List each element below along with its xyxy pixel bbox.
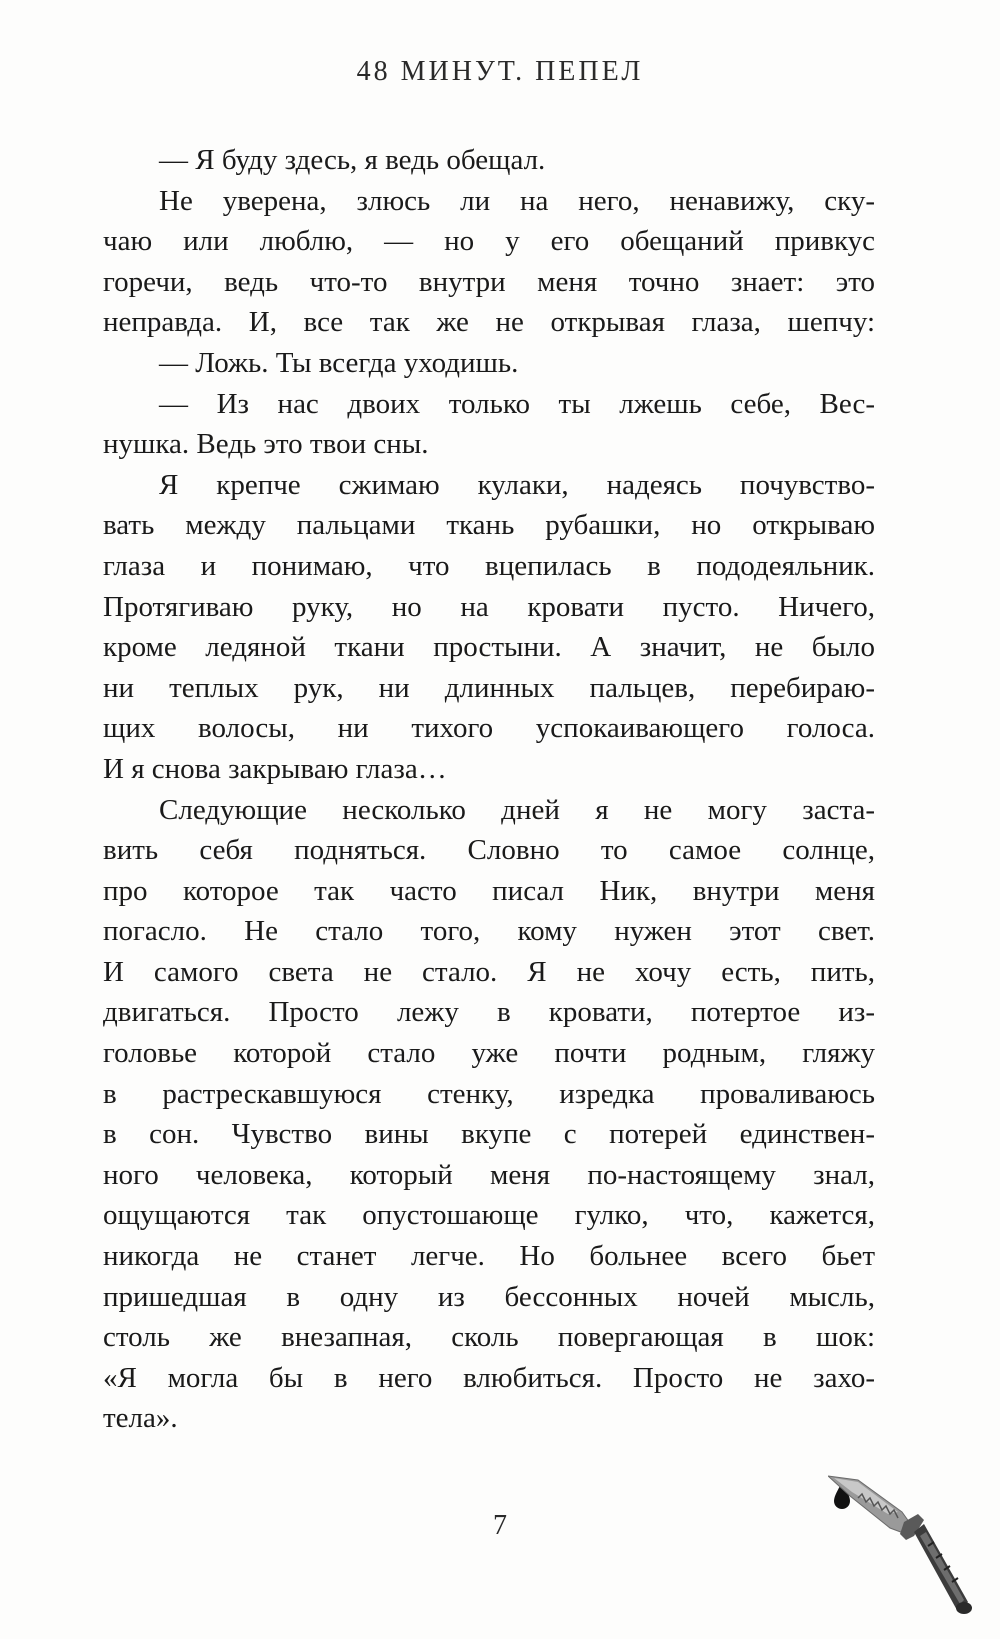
text-line: Протягиваю руку, но на кровати пусто. Ничего, <box>103 590 875 623</box>
text-line: вить себя подняться. Словно то самое солнце, <box>103 834 875 867</box>
text-line: чаю или люблю, — но у его обещаний привкус <box>103 225 875 258</box>
text-line: щих волосы, ни тихого успокаивающего голоса. <box>103 712 875 745</box>
text-line: ни теплых рук, ни длинных пальцев, перебираю- <box>103 671 875 704</box>
text-line: неправда. И, все так же не открывая глаза, шепчу: <box>103 306 875 339</box>
text-line: тела». <box>103 1402 178 1435</box>
text-line: двигаться. Просто лежу в кровати, потертое из- <box>103 996 875 1029</box>
text-line: Я крепче сжимаю кулаки, надеясь почувство- <box>159 468 875 501</box>
text-line: Не уверена, злюсь ли на него, ненавижу, ску- <box>159 184 875 217</box>
text-line: вать между пальцами ткань рубашки, но открываю <box>103 509 875 542</box>
page-number: 7 <box>493 1510 507 1541</box>
text-line: про которое так часто писал Ник, внутри меня <box>103 874 875 907</box>
text-line: глаза и понимаю, что вцепилась в пододеяльник. <box>103 549 875 582</box>
text-line: И я снова закрываю глаза… <box>103 752 447 785</box>
text-line: нушка. Ведь это твои сны. <box>103 428 429 461</box>
text-line: горечи, ведь что-то внутри меня точно знает: это <box>103 265 875 298</box>
text-line: — Я буду здесь, я ведь обещал. <box>159 144 546 176</box>
running-header: 48 МИНУТ. ПЕПЕЛ <box>356 56 644 87</box>
text-line: пришедшая в одну из бессонных ночей мысль, <box>103 1280 875 1313</box>
body-text <box>103 140 875 1439</box>
text-line: в сон. Чувство вины вкупе с потерей единствен- <box>103 1118 875 1151</box>
text-line: головье которой стало уже почти родным, гляжу <box>103 1037 875 1070</box>
text-line: никогда не станет легче. Но больнее всего бьет <box>103 1240 875 1273</box>
text-line: «Я могла бы в него влюбиться. Просто не захо- <box>103 1361 875 1394</box>
text-line: в растрескавшуюся стенку, изредка проваливаюсь <box>103 1077 875 1110</box>
text-line: — Ложь. Ты всегда уходишь. <box>159 346 519 379</box>
text-line: Следующие несколько дней я не могу заста- <box>159 793 875 826</box>
text-line: ного человека, который меня по-настоящему знал, <box>103 1158 875 1191</box>
text-line: погасло. Не стало того, кому нужен этот свет. <box>103 915 875 948</box>
text-line: кроме ледяной ткани простыни. А значит, не было <box>103 631 875 664</box>
text-line: — Из нас двоих только ты лжешь себе, Вес- <box>159 387 875 420</box>
text-line: И самого света не стало. Я не хочу есть, пить, <box>103 955 875 988</box>
knife-icon <box>828 1474 978 1624</box>
text-line: ощущаются так опустошающе гулко, что, кажется, <box>103 1199 875 1232</box>
text-line: столь же внезапная, сколь повергающая в шок: <box>103 1321 875 1354</box>
